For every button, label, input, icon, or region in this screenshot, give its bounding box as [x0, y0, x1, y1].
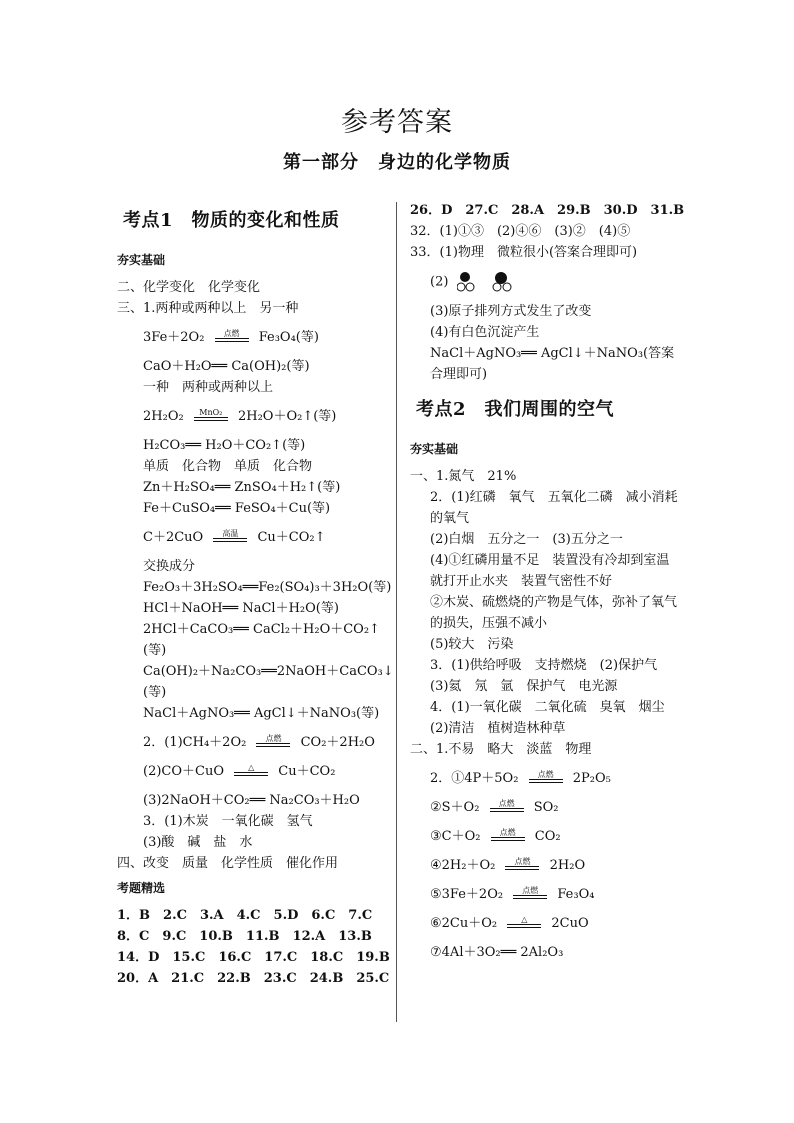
- reactants: 2H₂O₂: [143, 409, 184, 424]
- answer-line: Ca(OH)₂＋Na₂CO₃══2NaOH＋CaCO₃↓: [143, 664, 394, 679]
- equation-line: [117, 406, 385, 427]
- equation-line: [117, 732, 385, 753]
- equation-line: [117, 761, 385, 782]
- answer-line: Fe＋CuSO₄══ FeSO₄＋Cu(等): [143, 501, 331, 516]
- reaction-condition: [234, 763, 268, 776]
- page-title: 参考答案: [341, 107, 453, 138]
- answer-line: ②木炭、硫燃烧的产物是气体，弥补了氧气的损失，压强不减小: [430, 595, 678, 631]
- answer-line: (3)氦 氖 氩 保护气 电光源: [430, 679, 618, 694]
- products: 2CuO: [551, 916, 589, 931]
- part-title: 第一部分 身边的化学物质: [283, 152, 511, 173]
- products: 2H₂O＋O₂↑(等): [237, 409, 337, 424]
- reaction-condition: [529, 770, 563, 783]
- equal-bar: [215, 338, 249, 342]
- answer-line: CaO＋H₂O══ Ca(OH)₂(等): [143, 359, 310, 374]
- products: Fe₃O₄(等): [258, 330, 319, 345]
- condition-text: MnO₂: [199, 408, 223, 417]
- reaction-condition: [256, 734, 290, 747]
- answer-line: (5)较大 污染: [430, 637, 514, 652]
- answer-line: (2)清洁 植树造林种草: [430, 721, 566, 736]
- reactants: 2．(1)CH₄＋2O₂: [143, 735, 247, 750]
- products: 2P₂O₅: [572, 771, 611, 786]
- equation-line: [410, 884, 678, 905]
- reactants: ③C＋O₂: [430, 829, 481, 844]
- choice-answers: 1．B 2.C 3.A 4.C 5.D 6.C 7.C: [117, 908, 373, 923]
- answer-line: 三、1.两种或两种以上 另一种: [117, 301, 299, 316]
- answer-line: 2HCl＋CaCO₃══ CaCl₂＋H₂O＋CO₂↑: [143, 622, 380, 637]
- section-heading-1: 考点1 物质的变化和性质: [123, 210, 340, 231]
- column-divider: [396, 202, 397, 1022]
- reaction-condition: [490, 799, 524, 812]
- equal-bar: [491, 837, 525, 841]
- reactants: ②S＋O₂: [430, 800, 480, 815]
- left-column: [117, 200, 394, 989]
- equation-line: [410, 768, 678, 789]
- answer-line: (3)2NaOH＋CO₂══ Na₂CO₃＋H₂O: [143, 793, 360, 808]
- answer-line: 3．(1)木炭 一氧化碳 氢气: [143, 814, 313, 829]
- answer-line: ⑦4Al＋3O₂══ 2Al₂O₃: [430, 945, 564, 960]
- reactants: 2．①4P＋5O₂: [430, 771, 519, 786]
- condition-text: 高温: [222, 529, 239, 538]
- molecule-line: [410, 271, 678, 293]
- choice-answers: 26．D 27.C 28.A 29.B 30.D 31.B: [410, 203, 685, 218]
- equation-line: [410, 826, 678, 847]
- equal-bar: [529, 779, 563, 783]
- reactants: (2)CO＋CuO: [143, 764, 224, 779]
- answer-line: 单质 化合物 单质 化合物: [143, 459, 313, 474]
- equal-bar: [194, 417, 228, 421]
- answer-line: 4．(1)一氧化碳 二氧化硫 臭氧 烟尘: [430, 700, 665, 715]
- answer-line: NaCl＋AgNO₃══ AgCl↓＋NaNO₃(等): [143, 706, 380, 721]
- reaction-condition: [505, 857, 539, 870]
- condition-text: 点燃: [514, 857, 531, 866]
- answer-line: (4)①红磷用量不足 装置没有冷却到室温就打开止水夹 装置气密性不好: [430, 553, 670, 589]
- condition-text: 点燃: [499, 828, 516, 837]
- reaction-condition: [194, 408, 228, 421]
- reactants: ④2H₂＋O₂: [430, 858, 496, 873]
- condition-text: 点燃: [537, 770, 554, 779]
- answer-line: 交换成分: [143, 559, 196, 574]
- products: CO₂: [534, 829, 561, 844]
- reaction-condition: [491, 828, 525, 841]
- reaction-condition: [215, 329, 249, 342]
- answer-line: (4)有白色沉淀产生: [430, 325, 540, 340]
- condition-text: 点燃: [223, 329, 240, 338]
- condition-text: △: [521, 915, 528, 924]
- subheading-hangshi-1: 夯实基础: [117, 253, 166, 267]
- answer-line: 二、化学变化 化学变化: [117, 280, 261, 295]
- subheading-kaoti: 考题精选: [117, 881, 166, 895]
- answer-line: Fe₂O₃＋3H₂SO₄══Fe₂(SO₄)₃＋3H₂O(等): [143, 580, 392, 595]
- reactants: 3Fe＋2O₂: [143, 330, 205, 345]
- products: 2H₂O: [549, 858, 586, 873]
- answer-line: H₂CO₃══ H₂O＋CO₂↑(等): [143, 438, 306, 453]
- equation-line: [117, 327, 385, 348]
- subheading-hangshi-2: 夯实基础: [410, 442, 459, 456]
- equation-line: [410, 797, 678, 818]
- right-column: [410, 200, 685, 963]
- products: CO₂＋2H₂O: [300, 735, 375, 750]
- equal-bar: [256, 743, 290, 747]
- answer-line: 一、1.氮气 21%: [410, 469, 517, 484]
- condition-text: 点燃: [498, 799, 515, 808]
- condition-text: 点燃: [522, 886, 539, 895]
- answer-line: 二、1.不易 略大 淡蓝 物理: [410, 742, 592, 757]
- reaction-condition: [507, 915, 541, 928]
- reaction-condition: [213, 529, 247, 542]
- item-label: (2): [430, 274, 449, 290]
- condition-text: 点燃: [265, 734, 282, 743]
- answer-line: HCl＋NaOH══ NaCl＋H₂O(等): [143, 601, 339, 616]
- products: Cu＋CO₂↑: [257, 530, 326, 545]
- answer-line: 一种 两种或两种以上: [143, 380, 274, 395]
- products: SO₂: [533, 800, 559, 815]
- answer-line: 3．(1)供给呼吸 支持燃烧 (2)保护气: [430, 658, 658, 673]
- answer-line: 2．(1)红磷 氧气 五氧化二磷 减小消耗的氧气: [430, 490, 678, 526]
- answer-line: 四、改变 质量 化学性质 催化作用: [117, 856, 339, 871]
- answer-line: (3)原子排列方式发生了改变: [430, 304, 592, 319]
- condition-text: △: [248, 763, 255, 772]
- equation-line: [410, 913, 678, 934]
- choice-answers: 14．D 15.C 16.C 17.C 18.C 19.B: [117, 950, 390, 965]
- choice-answers: 8．C 9.C 10.B 11.B 12.A 13.B: [117, 929, 372, 944]
- answer-line: 32．(1)①③ (2)④⑥ (3)② (4)⑤: [410, 224, 631, 239]
- equal-bar: [513, 895, 547, 899]
- equal-bar: [234, 772, 268, 776]
- equal-bar: [490, 808, 524, 812]
- answer-line: (等): [143, 685, 167, 700]
- answer-line: NaCl＋AgNO₃══ AgCl↓＋NaNO₃(答案合理即可): [430, 346, 675, 382]
- reactants: ⑥2Cu＋O₂: [430, 916, 498, 931]
- equal-bar: [507, 924, 541, 928]
- equal-bar: [505, 866, 539, 870]
- products: Fe₃O₄: [557, 887, 595, 902]
- answer-line: 33．(1)物理 微粒很小(答案合理即可): [410, 245, 638, 260]
- equation-line: [410, 855, 678, 876]
- reaction-condition: [513, 886, 547, 899]
- answer-line: (2)白烟 五分之一 (3)五分之一: [430, 532, 623, 547]
- reactants: ⑤3Fe＋2O₂: [430, 887, 504, 902]
- products: Cu＋CO₂: [278, 764, 336, 779]
- reactants: C＋2CuO: [143, 530, 204, 545]
- answer-line: (等): [143, 643, 167, 658]
- answer-line: (3)酸 碱 盐 水: [143, 835, 253, 850]
- equation-line: [117, 527, 385, 548]
- section-heading-2: 考点2 我们周围的空气: [416, 399, 615, 420]
- choice-answers: 20．A 21.C 22.B 23.C 24.B 25.C: [117, 971, 390, 986]
- equal-bar: [213, 538, 247, 542]
- molecule-diagram-icon: [457, 271, 521, 293]
- answer-line: Zn＋H₂SO₄══ ZnSO₄＋H₂↑(等): [143, 480, 341, 495]
